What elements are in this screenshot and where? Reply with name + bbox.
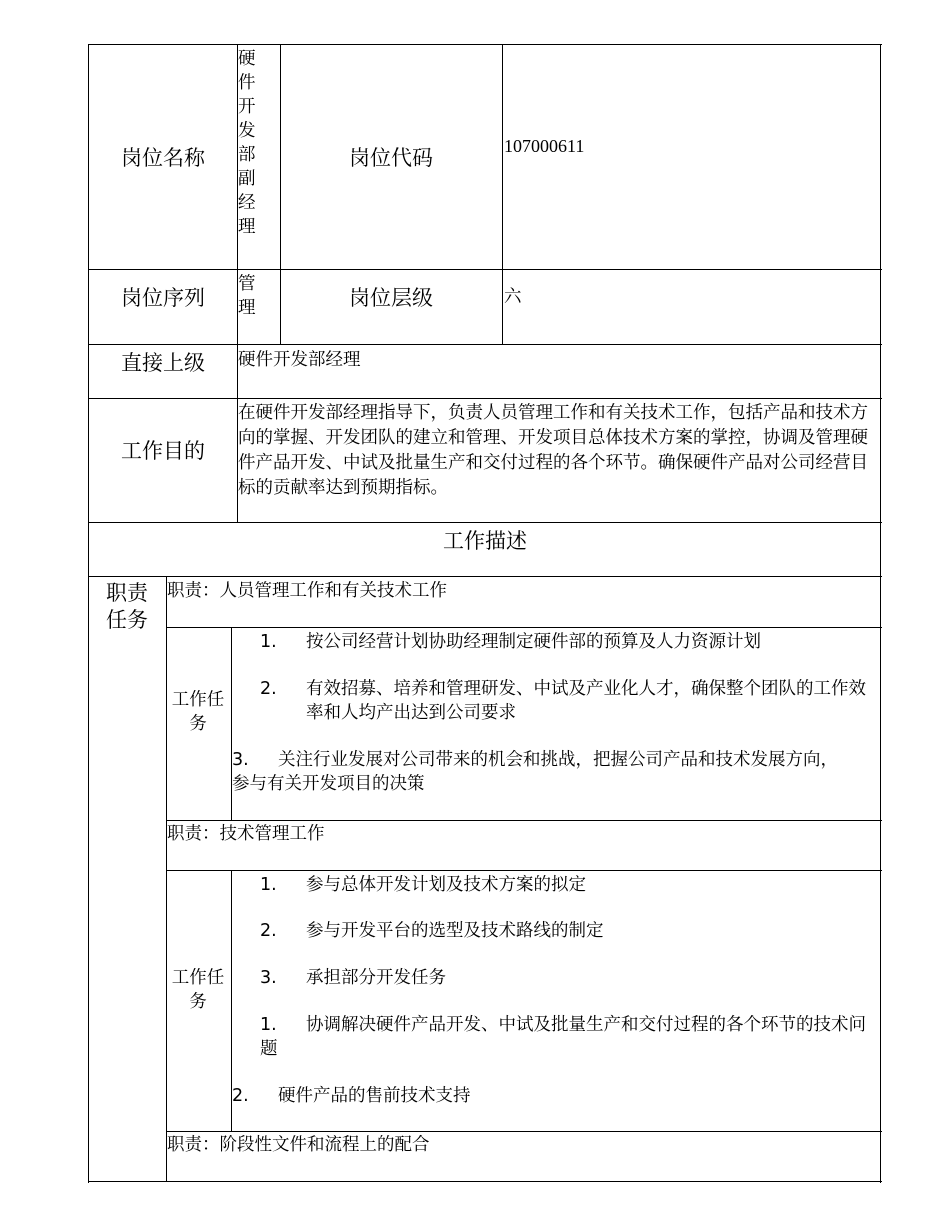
section-title: 工作描述 [443,529,527,553]
superior-value: 硬件开发部经理 [238,350,361,370]
purpose-label: 工作目的 [121,439,205,463]
position-name-label: 岗位名称 [121,146,205,170]
sequence-label: 岗位序列 [121,286,205,310]
task-item: 2. 参与开发平台的选型及技术路线的制定 [260,921,604,941]
purpose-value: 在硬件开发部经理指导下，负责人员管理工作和有关技术工作，包括产品和技术方向的掌握、开发团队的建立和管理、开发项目总体技术方案的掌控，协调及管理硬件产品开发、中试及批量生产和交付过程的各个环节。确保硬件产品对公司经营目标的贡献率达到预期指标。 [238,403,868,498]
level-value: 六 [504,287,522,307]
task-item: 3. 承担部分开发任务 [260,968,446,988]
duty-title: 职责：技术管理工作 [167,824,325,844]
position-code-value: 107000611 [504,136,585,156]
task-item: 2. 硬件产品的售前技术支持 [232,1086,471,1106]
position-code-label: 岗位代码 [349,146,433,170]
task-item: 2. 有效招募、培养和管理研发、中试及产业化人才，确保整个团队的工作效率和人均产出达到公司要求 [260,679,866,723]
task-item: 1. 协调解决硬件产品开发、中试及批量生产和交付过程的各个环节的技术问题 [260,1015,866,1059]
duty-title: 职责：阶段性文件和流程上的配合 [167,1135,430,1155]
sequence-value: 管理 [238,274,256,318]
duties-label: 职责任务 [106,581,148,632]
superior-label: 直接上级 [121,351,205,375]
task-item: 3. 关注行业发展对公司带来的机会和挑战，把握公司产品和技术发展方向，参与有关开发项目的决策 [232,750,838,794]
position-name-value: 硬件开发部副经理 [238,49,256,237]
task-label: 工作任务 [171,968,225,1012]
task-item: 1. 参与总体开发计划及技术方案的拟定 [260,875,586,895]
level-label: 岗位层级 [349,286,433,310]
task-item: 1. 按公司经营计划协助经理制定硬件部的预算及人力资源计划 [260,632,761,652]
duty-title: 职责：人员管理工作和有关技术工作 [167,581,447,601]
task-label: 工作任务 [171,690,225,734]
